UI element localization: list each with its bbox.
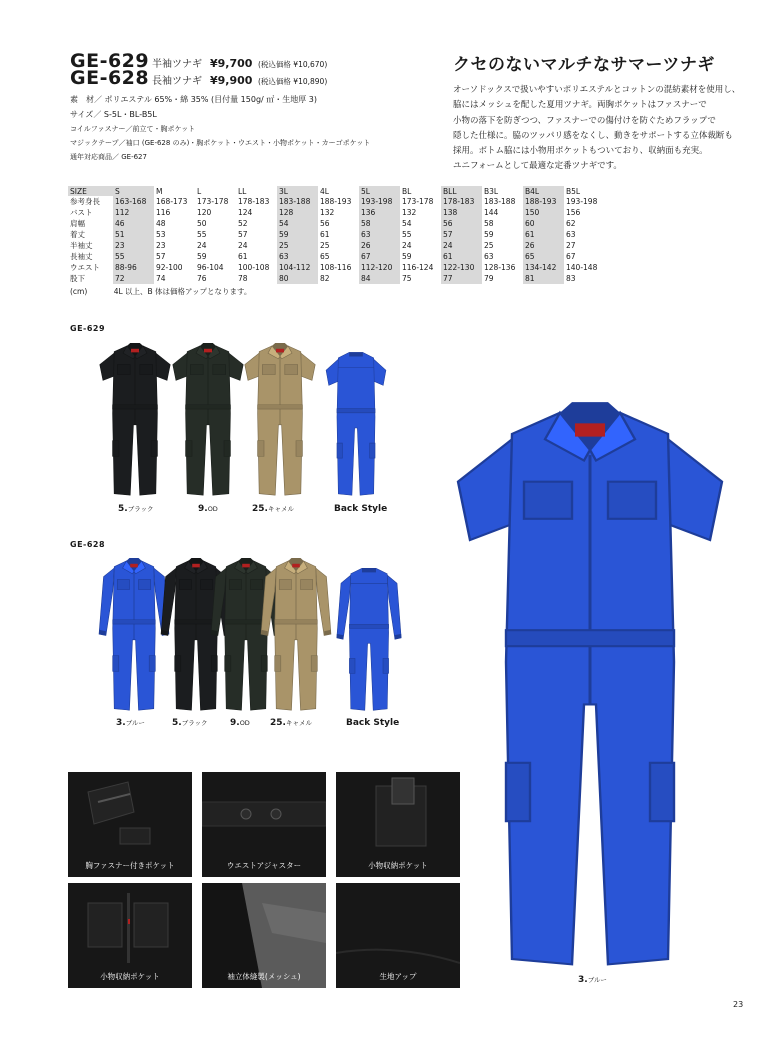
detail-label: 袖立体縫製(メッシュ) bbox=[227, 972, 301, 981]
size-cell: 58 bbox=[359, 218, 400, 229]
row-label: 長袖丈 bbox=[70, 252, 93, 261]
size-cell: 57 bbox=[156, 252, 166, 261]
product-code: GE-629 bbox=[70, 50, 150, 72]
detail-chest-zipper-pocket bbox=[68, 772, 192, 877]
size-cell: 63 bbox=[277, 251, 318, 262]
size-cell: 59 bbox=[402, 252, 412, 261]
size-table-row bbox=[68, 207, 605, 218]
size-cell: 54 bbox=[277, 218, 318, 229]
spec-features-velcro: マジックテープ／袖口 (GE-628 のみ)・胸ポケット・ウエスト・小物ポケット・カーゴポケット bbox=[70, 139, 371, 147]
size-cell: 88-96 bbox=[113, 262, 154, 273]
color-name: キャメル bbox=[285, 719, 312, 727]
size-cell: 140-148 bbox=[566, 263, 598, 272]
size-cell: 75 bbox=[402, 274, 412, 283]
size-header-cell: LL bbox=[238, 186, 247, 196]
unit-label: (cm) bbox=[70, 287, 88, 296]
size-cell: 24 bbox=[402, 241, 412, 250]
size-cell: 61 bbox=[523, 229, 564, 240]
row-label: バスト bbox=[70, 208, 93, 217]
garment-628-back bbox=[334, 556, 404, 713]
coverall-image bbox=[440, 365, 740, 975]
color-caption bbox=[346, 718, 399, 728]
product-code: GE-628 bbox=[70, 67, 150, 89]
row-label: ウエスト bbox=[70, 263, 100, 272]
size-cell: 48 bbox=[156, 219, 166, 228]
size-cell: 100-108 bbox=[238, 263, 270, 272]
size-table-row bbox=[68, 196, 605, 207]
product-price: ¥9,700 bbox=[210, 57, 253, 70]
back-style-label: Back Style bbox=[346, 718, 400, 728]
color-caption bbox=[252, 504, 294, 514]
garment-629-od bbox=[168, 333, 248, 498]
description-line: 脇にはメッシュを配した夏用ツナギ。両胸ポケットはファスナーで bbox=[453, 100, 707, 111]
description bbox=[453, 83, 753, 175]
back-style-label: Back Style bbox=[334, 504, 388, 514]
size-cell: 25 bbox=[277, 240, 318, 251]
size-cell: 188-193 bbox=[523, 196, 564, 207]
size-cell: 60 bbox=[523, 218, 564, 229]
size-cell: 23 bbox=[156, 241, 166, 250]
size-cell: 112-120 bbox=[359, 262, 400, 273]
description-line: 小物の落下を防ぎつつ、ファスナーでの傷付けを防ぐためフラップで bbox=[453, 115, 716, 126]
color-number: 9. bbox=[230, 718, 240, 728]
color-number: 25. bbox=[270, 718, 286, 728]
size-cell: 58 bbox=[484, 219, 494, 228]
size-cell: 168-173 bbox=[156, 197, 188, 206]
size-cell: 84 bbox=[359, 273, 400, 284]
size-cell: 53 bbox=[156, 230, 166, 239]
size-cell: 173-178 bbox=[197, 197, 229, 206]
size-cell: 56 bbox=[320, 219, 330, 228]
size-cell: 55 bbox=[197, 230, 207, 239]
size-cell: 56 bbox=[441, 218, 482, 229]
size-cell: 83 bbox=[566, 274, 576, 283]
product-price: ¥9,900 bbox=[210, 74, 253, 87]
size-cell: 96-104 bbox=[197, 263, 224, 272]
size-cell: 193-198 bbox=[566, 197, 598, 206]
color-caption bbox=[334, 504, 387, 514]
color-name: OD bbox=[239, 719, 250, 727]
size-cell: 156 bbox=[566, 208, 581, 217]
detail-label: 胸ファスナー付きポケット bbox=[85, 861, 175, 870]
detail-label: 生地アップ bbox=[379, 972, 417, 981]
size-cell: 136 bbox=[359, 207, 400, 218]
color-number: 25. bbox=[252, 504, 268, 514]
size-cell: 26 bbox=[523, 240, 564, 251]
size-cell: 128-136 bbox=[484, 263, 516, 272]
size-cell: 193-198 bbox=[359, 196, 400, 207]
size-cell: 116 bbox=[156, 208, 171, 217]
spec-seasonal: 通年対応商品／ GE-627 bbox=[70, 153, 147, 161]
detail-small-pocket bbox=[336, 772, 460, 877]
size-header-cell: 4L bbox=[320, 186, 329, 196]
size-cell: 183-188 bbox=[277, 196, 318, 207]
row-label: SIZE bbox=[68, 186, 113, 196]
size-cell: 61 bbox=[441, 251, 482, 262]
spec-material: 素 材／ ポリエステル 65%・綿 35% (目付量 150g/ ㎡・生地厚 3) bbox=[70, 95, 318, 104]
size-cell: 178-183 bbox=[238, 197, 270, 206]
size-cell: 104-112 bbox=[277, 262, 318, 273]
color-number: 5. bbox=[118, 504, 128, 514]
page-number: 23 bbox=[733, 1000, 744, 1009]
size-cell: 50 bbox=[197, 219, 207, 228]
detail-sleeve-mesh bbox=[202, 883, 326, 988]
garment-629-camel bbox=[240, 333, 320, 498]
color-name: ブラック bbox=[127, 505, 154, 513]
detail-label: ウエストアジャスター bbox=[226, 861, 302, 870]
size-cell: 24 bbox=[441, 240, 482, 251]
size-header-cell: M bbox=[156, 186, 163, 196]
row-label: 参考身長 bbox=[70, 197, 100, 206]
size-cell: 65 bbox=[523, 251, 564, 262]
detail-small-pocket-2 bbox=[68, 883, 192, 988]
size-cell: 61 bbox=[238, 252, 248, 261]
garment-628-camel bbox=[258, 548, 334, 713]
size-cell: 24 bbox=[238, 241, 248, 250]
size-cell: 116-124 bbox=[402, 263, 434, 272]
size-cell: 138 bbox=[441, 207, 482, 218]
size-cell: 26 bbox=[359, 240, 400, 251]
size-cell: 120 bbox=[197, 208, 212, 217]
size-cell: 77 bbox=[441, 273, 482, 284]
size-cell: 82 bbox=[320, 274, 330, 283]
hero-coverall bbox=[440, 365, 740, 975]
size-cell: 76 bbox=[197, 274, 207, 283]
row-label: 着丈 bbox=[70, 230, 85, 239]
size-cell: 59 bbox=[484, 230, 494, 239]
size-table-row bbox=[68, 251, 605, 262]
size-cell: 72 bbox=[113, 273, 154, 284]
garment-629-black bbox=[95, 333, 175, 498]
size-cell: 46 bbox=[113, 218, 154, 229]
size-cell: 59 bbox=[197, 252, 207, 261]
size-cell: 134-142 bbox=[523, 262, 564, 273]
garment-629-back bbox=[322, 340, 390, 498]
coverall-image bbox=[322, 340, 390, 498]
size-cell: 59 bbox=[277, 229, 318, 240]
product-tax-price: (税込価格 ¥10,670) bbox=[258, 60, 328, 69]
row-label: 半袖丈 bbox=[70, 241, 93, 250]
size-cell: 27 bbox=[566, 241, 576, 250]
coverall-image bbox=[334, 556, 404, 713]
size-cell: 54 bbox=[402, 219, 412, 228]
size-note bbox=[70, 286, 275, 297]
section-label-628: GE-628 bbox=[70, 540, 106, 549]
size-table-row bbox=[68, 218, 605, 229]
size-cell: 150 bbox=[523, 207, 564, 218]
size-cell: 65 bbox=[320, 252, 330, 261]
section-label-629: GE-629 bbox=[70, 324, 106, 333]
color-name: ブルー bbox=[125, 719, 145, 727]
size-cell: 144 bbox=[484, 208, 499, 217]
size-cell: 92-100 bbox=[156, 263, 183, 272]
product-header bbox=[70, 50, 450, 164]
size-header-row bbox=[68, 186, 605, 196]
size-header-cell: 3L bbox=[277, 186, 318, 196]
size-cell: 132 bbox=[320, 208, 335, 217]
size-table-row bbox=[68, 262, 605, 273]
size-cell: 57 bbox=[238, 230, 248, 239]
size-cell: 173-178 bbox=[402, 197, 434, 206]
color-caption bbox=[118, 504, 154, 514]
size-cell: 112 bbox=[113, 207, 154, 218]
color-number: 9. bbox=[198, 504, 208, 514]
size-cell: 81 bbox=[523, 273, 564, 284]
color-caption bbox=[198, 504, 218, 514]
coverall-image bbox=[240, 333, 320, 498]
size-cell: 67 bbox=[359, 251, 400, 262]
size-header-cell: B5L bbox=[566, 186, 581, 196]
size-cell: 79 bbox=[484, 274, 494, 283]
size-cell: 61 bbox=[320, 230, 330, 239]
row-label: 股下 bbox=[70, 274, 85, 283]
color-caption bbox=[270, 718, 312, 728]
detail-waist-adjuster bbox=[202, 772, 326, 877]
size-cell: 163-168 bbox=[113, 196, 154, 207]
size-cell: 52 bbox=[238, 219, 248, 228]
note-text: 4L 以上、B 体は価格アップとなります。 bbox=[113, 287, 252, 296]
color-number: 3. bbox=[116, 718, 126, 728]
size-cell: 55 bbox=[113, 251, 154, 262]
spec-features-zipper: コイルファスナー／前立て・胸ポケット bbox=[70, 125, 196, 133]
size-cell: 55 bbox=[402, 230, 412, 239]
size-cell: 178-183 bbox=[441, 196, 482, 207]
product-tax-price: (税込価格 ¥10,890) bbox=[258, 77, 328, 86]
size-header-cell: S bbox=[113, 186, 154, 196]
size-header-cell: BLL bbox=[441, 186, 482, 196]
detail-label: 小物収納ポケット bbox=[100, 972, 160, 981]
color-name: OD bbox=[207, 505, 218, 513]
product-name: 長袖ツナギ bbox=[152, 76, 202, 87]
color-name: キャメル bbox=[267, 505, 294, 513]
size-table-row bbox=[68, 229, 605, 240]
coverall-image bbox=[258, 548, 334, 713]
color-number: 5. bbox=[172, 718, 182, 728]
size-cell: 23 bbox=[113, 240, 154, 251]
size-cell: 80 bbox=[277, 273, 318, 284]
color-name: ブルー bbox=[587, 976, 607, 984]
size-cell: 78 bbox=[238, 274, 248, 283]
size-cell: 74 bbox=[156, 274, 166, 283]
color-caption bbox=[172, 718, 208, 728]
description-line: ユニフォームとして最適な定番ツナギです。 bbox=[453, 161, 622, 172]
size-table-row bbox=[68, 273, 605, 284]
size-cell: 51 bbox=[113, 229, 154, 240]
color-name: ブラック bbox=[181, 719, 208, 727]
size-cell: 67 bbox=[566, 252, 576, 261]
size-table-row bbox=[68, 240, 605, 251]
size-cell: 25 bbox=[484, 241, 494, 250]
size-cell: 108-116 bbox=[320, 263, 352, 272]
size-header-cell: B4L bbox=[523, 186, 564, 196]
product-name: 半袖ツナギ bbox=[152, 59, 202, 70]
description-line: 採用。ボトム脇には小物用ポケットもついており、収納面も充実。 bbox=[453, 146, 708, 157]
size-cell: 62 bbox=[566, 219, 576, 228]
size-cell: 63 bbox=[484, 252, 494, 261]
size-cell: 25 bbox=[320, 241, 330, 250]
size-cell: 183-188 bbox=[484, 197, 516, 206]
size-cell: 128 bbox=[277, 207, 318, 218]
detail-label: 小物収納ポケット bbox=[368, 861, 428, 870]
coverall-image bbox=[95, 333, 175, 498]
description-line: 隠した仕様に。脇のツッパリ感をなくし、動きをサポートする立体裁断も bbox=[453, 130, 733, 141]
size-cell: 132 bbox=[402, 208, 417, 217]
description-line: オーソドックスで扱いやすいポリエステルとコットンの混紡素材を使用し、 bbox=[453, 85, 741, 95]
size-cell: 124 bbox=[238, 208, 253, 217]
size-table bbox=[68, 186, 605, 284]
size-cell: 122-130 bbox=[441, 262, 482, 273]
size-cell: 63 bbox=[566, 230, 576, 239]
color-caption bbox=[116, 718, 145, 728]
row-label: 肩幅 bbox=[70, 219, 85, 228]
color-caption bbox=[230, 718, 250, 728]
size-cell: 57 bbox=[441, 229, 482, 240]
size-header-cell: L bbox=[197, 186, 202, 196]
size-header-cell: 5L bbox=[359, 186, 400, 196]
color-caption bbox=[578, 975, 607, 985]
spec-sizes: サイズ／ S-5L・BL-B5L bbox=[70, 110, 157, 119]
headline: クセのないマルチなサマーツナギ bbox=[453, 55, 715, 75]
color-number: 3. bbox=[578, 975, 588, 985]
spec-list bbox=[70, 92, 450, 164]
coverall-image bbox=[168, 333, 248, 498]
size-header-cell: B3L bbox=[484, 186, 499, 196]
size-cell: 188-193 bbox=[320, 197, 352, 206]
size-cell: 63 bbox=[359, 229, 400, 240]
size-header-cell: BL bbox=[402, 186, 412, 196]
product-line-629 bbox=[70, 50, 450, 72]
size-cell: 24 bbox=[197, 241, 207, 250]
detail-fabric-closeup bbox=[336, 883, 460, 988]
